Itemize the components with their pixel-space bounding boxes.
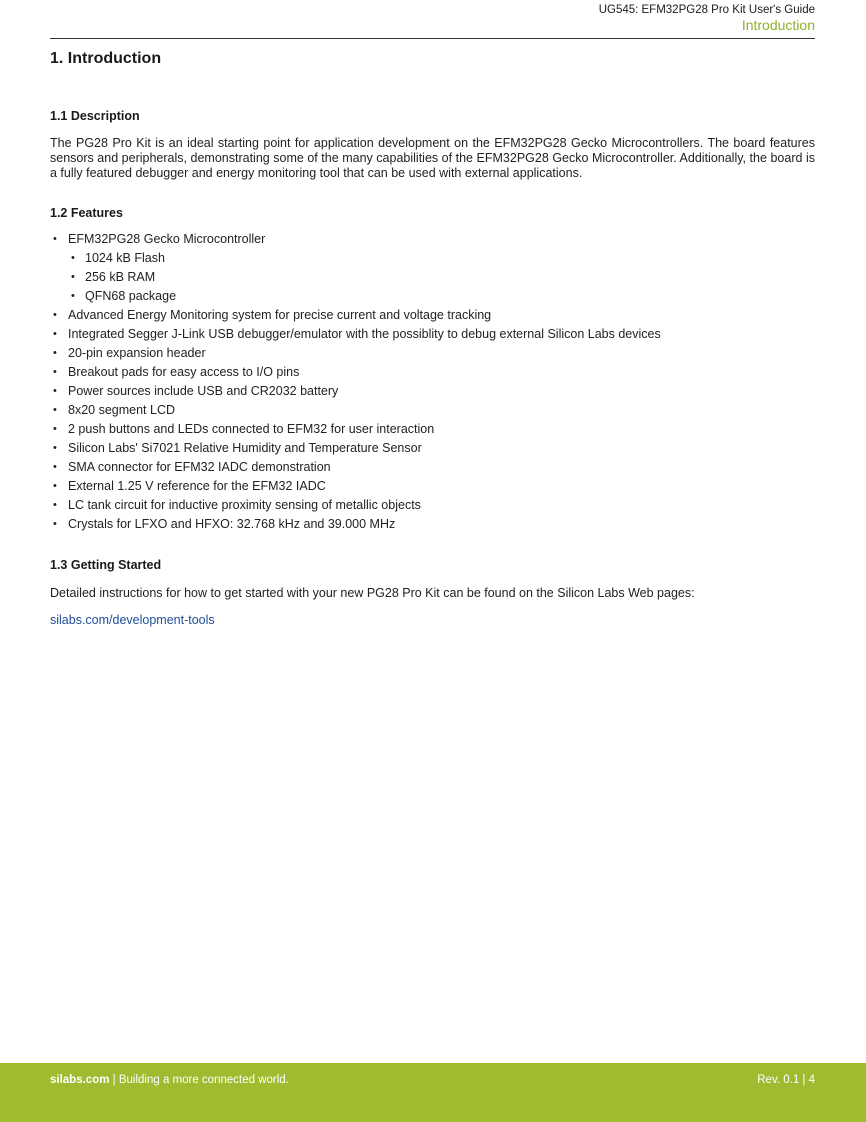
- list-item: • Breakout pads for easy access to I/O pins: [50, 363, 815, 382]
- page-footer: [0, 1063, 866, 1122]
- getting-started-paragraph: Detailed instructions for how to get started with your new PG28 Pro Kit can be found on the Silicon Labs Web pages:: [50, 586, 695, 600]
- list-item: • LC tank circuit for inductive proximity sensing of metallic objects: [50, 496, 815, 515]
- footer-revision-page: Rev. 0.1 | 4: [757, 1074, 815, 1086]
- footer-tagline: | Building a more connected world.: [109, 1074, 289, 1086]
- document-title: UG545: EFM32PG28 Pro Kit User's Guide: [598, 4, 815, 16]
- list-item: • 2 push buttons and LEDs connected to EFM32 for user interaction: [50, 420, 815, 439]
- getting-started-section: [50, 557, 815, 629]
- list-item: • 8x20 segment LCD: [50, 401, 815, 420]
- list-item: • Advanced Energy Monitoring system for precise current and voltage tracking: [50, 306, 815, 325]
- list-item: • 1024 kB Flash: [50, 249, 815, 268]
- features-list: [50, 230, 815, 534]
- getting-started-heading: 1.3 Getting Started: [50, 558, 162, 572]
- footer-site-link[interactable]: silabs.com: [50, 1074, 110, 1086]
- description-section: [50, 108, 815, 181]
- list-item: • QFN68 package: [50, 287, 815, 306]
- list-item: • External 1.25 V reference for the EFM32 IADC: [50, 477, 815, 496]
- list-item: • Silicon Labs' Si7021 Relative Humidity and Temperature Sensor: [50, 439, 815, 458]
- list-item: • 20-pin expansion header: [50, 344, 815, 363]
- chapter-title: 1. Introduction: [50, 50, 162, 67]
- page-header: [599, 3, 815, 33]
- list-item: • Power sources include USB and CR2032 battery: [50, 382, 815, 401]
- header-divider: [50, 38, 815, 39]
- running-section-name: Introduction: [741, 17, 815, 33]
- list-item: • EFM32PG28 Gecko Microcontroller: [50, 230, 815, 249]
- description-heading: 1.1 Description: [50, 109, 140, 123]
- description-paragraph: The PG28 Pro Kit is an ideal starting point for application development on the EFM32PG28 Gecko Microcontrollers. The board features sensors and peripherals, demonstrating some of the many capabilities of the EFM32PG28 Gecko Microcontroller. Additionally, the board is a fully featured debugger and energy monitoring tool that can be used with external applications.: [50, 136, 815, 180]
- list-item: • Crystals for LFXO and HFXO: 32.768 kHz and 39.000 MHz: [50, 515, 815, 534]
- list-item: • Integrated Segger J-Link USB debugger/emulator with the possiblity to debug external Silicon Labs devices: [50, 325, 815, 344]
- development-tools-link[interactable]: silabs.com/development-tools: [50, 613, 215, 627]
- features-heading: 1.2 Features: [50, 206, 123, 220]
- list-item: • SMA connector for EFM32 IADC demonstration: [50, 458, 815, 477]
- list-item: • 256 kB RAM: [50, 268, 815, 287]
- footer-branding: [50, 1074, 289, 1086]
- page-content: [50, 48, 815, 627]
- features-section: [50, 205, 815, 534]
